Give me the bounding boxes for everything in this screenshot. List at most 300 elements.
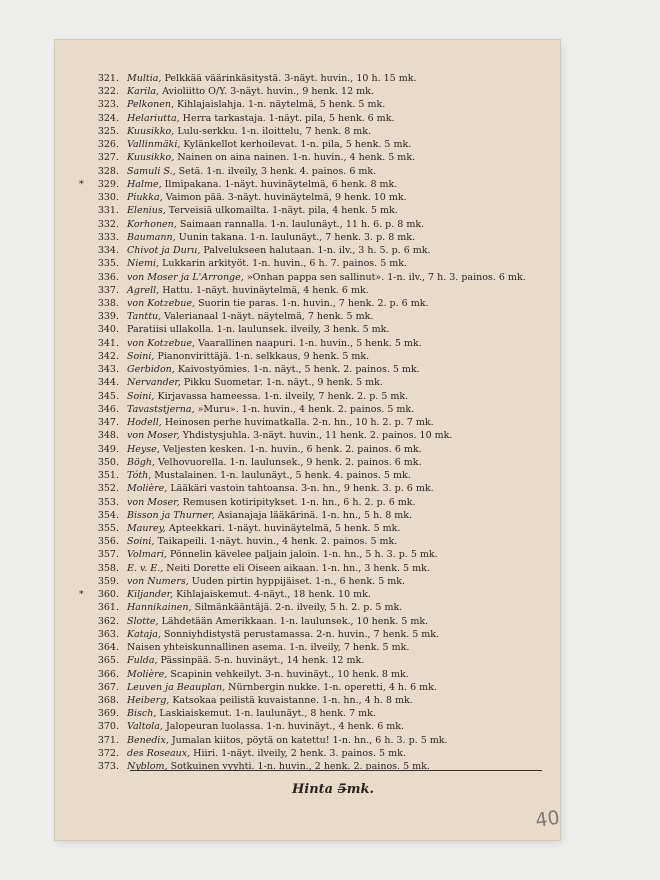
entry-author: Tóth, [127, 470, 152, 482]
entry-title-details: Laskiaiskemut. 1-n. laulunäyt., 8 henk. 7 mk. [156, 708, 376, 720]
entry-author: Agrell, [127, 284, 160, 296]
entry-title-details: Silmänkääntäjä. 2-n. ilveily, 5 h. 2. p. 5 mk. [191, 602, 403, 614]
entry-number [75, 98, 127, 111]
entry-author: von Moser, [127, 430, 180, 442]
catalog-entry [75, 681, 560, 694]
entry-body [127, 138, 560, 151]
entry-author: E. v. E., [127, 562, 164, 574]
entry-number-text: 364. [97, 642, 119, 654]
entry-author: Molière, [127, 668, 168, 680]
bottom-divider-rule [130, 770, 542, 771]
entry-number [75, 191, 127, 204]
entry-author: von Moser, [127, 496, 180, 508]
entry-number-text: 327. [97, 152, 119, 164]
entry-title-details: Mustalainen. 1-n. laulunäyt., 5 henk. 4. painos. 5 mk. [151, 470, 411, 482]
entry-number [75, 363, 127, 376]
entry-body [127, 509, 560, 522]
catalog-entry [75, 297, 560, 310]
catalog-entry [75, 615, 560, 628]
entry-body [127, 668, 560, 681]
catalog-entry [75, 284, 560, 297]
entry-body [127, 85, 560, 98]
entry-body [127, 654, 560, 667]
entry-title-details: Terveisiä ulkomailta. 1-näyt. pila, 4 henk. 5 mk. [165, 205, 398, 217]
entry-title-details: Velhovuorella. 1-n. laulunsek., 9 henk. 2. painos. 6 mk. [154, 456, 422, 468]
entry-body [127, 191, 560, 204]
entry-title-details: Kirjavassa hameessa. 1-n. ilveily, 7 henk. 2. p. 5 mk. [154, 390, 409, 402]
entry-title-details: Nainen on aina nainen. 1-n. huvin., 4 henk. 5 mk. [174, 152, 416, 164]
entry-number [75, 535, 127, 548]
entry-title-details: Uunin takana. 1-n. laulunäyt., 7 henk. 3. p. 8 mk. [175, 231, 416, 243]
catalog-entry [75, 747, 560, 760]
entry-number-text: 349. [97, 443, 119, 455]
entry-number-text: 336. [97, 271, 119, 283]
entry-number [75, 310, 127, 323]
entry-title-details: Asianajaja lääkärinä. 1-n. hn., 5 h. 8 mk. [214, 509, 413, 521]
entry-title-details: Lukkarin arkityöt. 1-n. huvin., 6 h. 7. painos. 5 mk. [159, 258, 408, 270]
entry-body [127, 297, 560, 310]
catalog-entry [75, 509, 560, 522]
entry-number [75, 522, 127, 535]
catalog-entry [75, 165, 560, 178]
entry-body [127, 694, 560, 707]
entry-number-text: 373. [97, 761, 119, 773]
entry-author: Valtola, [127, 721, 163, 733]
entry-body [127, 575, 560, 588]
entry-title-details: Katsokaa peilistä kuvaistanne. 1-n. hn., 4 h. 8 mk. [169, 695, 413, 707]
catalog-entry [75, 390, 560, 403]
entry-number-text: 344. [97, 377, 119, 389]
catalog-entry [75, 694, 560, 707]
entry-author: Kuusikko, [127, 125, 175, 137]
entry-number [75, 720, 127, 733]
entry-body [127, 562, 560, 575]
entry-title-details: Jalopeuran luolassa. 1-n. huvinäyt., 4 henk. 6 mk. [162, 721, 405, 733]
entry-number [75, 403, 127, 416]
entry-title-details: Nürnbergin nukke. 1-n. operetti, 4 h. 6 mk. [225, 681, 437, 693]
entry-number-text: 321. [97, 73, 119, 84]
entry-number [75, 469, 127, 482]
entry-number-text: 341. [97, 337, 119, 349]
entry-title-details: Kihlajaislahja. 1-n. näytelmä, 5 henk. 5 mk. [173, 99, 386, 111]
entry-body [127, 204, 560, 217]
entry-number [75, 218, 127, 231]
entry-title-details: Kaivostyömies. 1-n. näyt., 5 henk. 2. painos. 5 mk. [174, 364, 420, 376]
entry-number [75, 668, 127, 681]
entry-number-text: 355. [97, 522, 119, 534]
entry-title-details: »Muru». 1-n. huvin., 4 henk. 2. painos. 5 mk. [194, 403, 415, 415]
entry-number-text: 347. [97, 417, 119, 429]
entry-number-text: 345. [97, 390, 119, 402]
entry-author: Pelkonen, [127, 99, 174, 111]
entry-body [127, 747, 560, 760]
entry-body [127, 720, 560, 733]
entry-number-text: 352. [97, 483, 119, 495]
entry-body [127, 482, 560, 495]
entry-number [75, 681, 127, 694]
entry-author: Helariutta, [127, 112, 180, 124]
entry-body [127, 363, 560, 376]
entry-author: Fulda, [127, 655, 158, 667]
entry-number [75, 151, 127, 164]
entry-number-text: 330. [97, 192, 119, 204]
catalog-entry [75, 138, 560, 151]
catalog-entry [75, 350, 560, 363]
entry-number [75, 562, 127, 575]
entry-author: Multia, [127, 73, 162, 84]
catalog-entry [75, 403, 560, 416]
entry-title-details: Pikku Suometar. 1-n. näyt., 9 henk. 5 mk. [180, 377, 383, 389]
entry-title-details: Setä. 1-n. ilveily, 3 henk. 4. painos. 6 mk. [175, 165, 377, 177]
handwritten-price-note: 40 [534, 806, 562, 832]
entry-title-details: Jumalan kiitos, pöytä on katettu! 1-n. hn., 6 h. 3. p. 5 mk. [168, 734, 448, 746]
entry-number [75, 654, 127, 667]
entry-body [127, 707, 560, 720]
entry-author: Baumann, [127, 231, 176, 243]
entry-number [75, 509, 127, 522]
entry-number [75, 443, 127, 456]
entry-body [127, 588, 560, 601]
entry-author: Heyse, [127, 443, 160, 455]
catalog-entry [75, 310, 560, 323]
entry-body [127, 522, 560, 535]
entry-author: Heiberg, [127, 695, 170, 707]
entry-number-text: 334. [97, 245, 119, 257]
entry-title-details: Vaarallinen naapuri. 1-n. huvin., 5 henk. 5 mk. [195, 337, 422, 349]
entry-title-details: »Onhan pappa sen sallinut». 1-n. ilv., 7 h. 3. painos. 6 mk. [243, 271, 526, 283]
entry-body [127, 416, 560, 429]
entry-title-details: Avioliitto O/Y. 3-näyt. huvin., 9 henk. 12 mk. [159, 86, 374, 98]
entry-number [75, 257, 127, 270]
entry-number [75, 271, 127, 284]
entry-number-text: 338. [97, 297, 119, 309]
entry-body [127, 390, 560, 403]
entry-author: Slotte, [127, 615, 159, 627]
entry-number-text: 372. [97, 747, 119, 759]
entry-title-details: Hattu. 1-näyt. huvinäytelmä, 4 henk. 6 mk. [159, 284, 369, 296]
entry-body [127, 641, 560, 654]
catalog-entry [75, 363, 560, 376]
entry-author: des Roseaux, [127, 747, 191, 759]
entry-number [75, 284, 127, 297]
entry-number [75, 297, 127, 310]
catalog-entry [75, 151, 560, 164]
entry-number [75, 337, 127, 350]
entry-author: Maurey, [127, 522, 166, 534]
entry-title-details: Paratiisi ullakolla. 1-n. laulunsek. ilveily, 3 henk. 5 mk. [127, 324, 390, 336]
entry-number [75, 204, 127, 217]
entry-number-text: 351. [97, 470, 119, 482]
entry-title-details: Veljesten kesken. 1-n. huvin., 6 henk. 2. painos. 6 mk. [159, 443, 422, 455]
entry-author: Leuven ja Beauplan, [127, 681, 226, 693]
entry-number-text: 359. [97, 575, 119, 587]
catalog-entry [75, 85, 560, 98]
entry-title-details: Scapinin vehkeilyt. 3-n. huvinäyt., 10 henk. 8 mk. [167, 668, 409, 680]
catalog-entry [75, 760, 560, 773]
entry-number [75, 376, 127, 389]
catalog-entry [75, 654, 560, 667]
catalog-entry [75, 601, 560, 614]
entry-title-details: Ilmipakana. 1-näyt. huvinäytelmä, 6 henk. 8 mk. [161, 178, 398, 190]
entry-author: Hodell, [127, 417, 162, 429]
entry-number [75, 85, 127, 98]
entry-author: Vallinmäki, [127, 139, 181, 151]
entry-title-details: Lääkäri vastoin tahtoansa. 3-n. hn., 9 henk. 3. p. 6 mk. [167, 483, 434, 495]
entry-body [127, 310, 560, 323]
entry-number [75, 615, 127, 628]
entry-author: Elenius, [127, 205, 166, 217]
catalog-entry [75, 469, 560, 482]
entry-number-text: 337. [97, 284, 119, 296]
entry-number [75, 244, 127, 257]
entry-title-details: Yhdistysjuhla. 3-näyt. huvin., 11 henk. 2. painos. 10 mk. [179, 430, 453, 442]
entry-body [127, 628, 560, 641]
entry-number-text: 360. [97, 589, 119, 601]
entry-body [127, 218, 560, 231]
catalog-entry [75, 575, 560, 588]
entry-author: Soini, [127, 350, 155, 362]
entry-body [127, 496, 560, 509]
entry-title-details: Apteekkari. 1-näyt. huvinäytelmä, 5 henk. 5 mk. [165, 522, 401, 534]
entry-number [75, 323, 127, 336]
entry-number-text: 356. [97, 536, 119, 548]
entry-number-text: 369. [97, 708, 119, 720]
entry-title-details: Sotkuinen vyyhti. 1-n. huvin., 2 henk. 2. painos. 5 mk. [167, 761, 430, 773]
entry-title-details: Herra tarkastaja. 1-näyt. pila, 5 henk. 6 mk. [179, 112, 395, 124]
catalog-entry [75, 416, 560, 429]
entry-body [127, 615, 560, 628]
entry-title-details: Lulu-serkku. 1-n. iloittelu, 7 henk. 8 mk. [174, 125, 372, 137]
catalog-entry [75, 535, 560, 548]
price-line [292, 782, 374, 797]
catalog-entry [75, 112, 560, 125]
entry-number [75, 350, 127, 363]
entry-author: von Moser ja L'Arronge, [127, 271, 244, 283]
entry-title-details: Palvelukseen halutaan. 1-n. ilv., 3 h. 5. p. 6 mk. [200, 245, 431, 257]
entry-number [75, 112, 127, 125]
entry-author: von Kotzebue, [127, 297, 196, 309]
entry-author: Halme, [127, 178, 162, 190]
entry-body [127, 271, 560, 284]
entry-body [127, 112, 560, 125]
entry-number-text: 333. [97, 231, 119, 243]
entry-number-text: 354. [97, 509, 119, 521]
catalog-entry [75, 231, 560, 244]
entry-author: Piukka, [127, 192, 163, 204]
entry-body [127, 257, 560, 270]
catalog-entry [75, 548, 560, 561]
entry-number [75, 416, 127, 429]
entry-number [75, 429, 127, 442]
catalog-entry [75, 218, 560, 231]
entry-number [75, 641, 127, 654]
entry-number [75, 588, 127, 601]
entry-body [127, 429, 560, 442]
entry-author: Niemi, [127, 258, 160, 270]
entry-body [127, 284, 560, 297]
catalog-entry [75, 668, 560, 681]
catalog-entry [75, 191, 560, 204]
catalog-entry [75, 376, 560, 389]
entry-number [75, 72, 127, 85]
entry-number-text: 362. [97, 615, 119, 627]
entry-number-text: 342. [97, 350, 119, 362]
entry-number [75, 138, 127, 151]
price-label: Hinta [292, 782, 334, 797]
entry-number-text: 322. [97, 86, 119, 98]
entry-body [127, 681, 560, 694]
price-old-value: 5 [337, 782, 347, 797]
entry-number-text: 339. [97, 311, 119, 323]
entry-number [75, 231, 127, 244]
entry-body [127, 601, 560, 614]
entry-title-details: Taikapeili. 1-näyt. huvin., 4 henk. 2. painos. 5 mk. [154, 536, 398, 548]
entry-author: Karila, [127, 86, 160, 98]
entry-number-text: 371. [97, 734, 119, 746]
entry-body [127, 403, 560, 416]
entry-author: Kataja, [127, 628, 161, 640]
catalog-entry [75, 337, 560, 350]
entry-number [75, 747, 127, 760]
entry-body [127, 244, 560, 257]
entry-author: Molière, [127, 483, 168, 495]
entry-title-details: Valerianaal 1-näyt. näytelmä, 7 henk. 5 mk. [161, 311, 374, 323]
entry-body [127, 165, 560, 178]
entry-body [127, 734, 560, 747]
entry-title-details: Uuden pirtin hyppijäiset. 1-n., 6 henk. 5 mk. [188, 575, 406, 587]
entry-number-text: 325. [97, 125, 119, 137]
entry-number [75, 125, 127, 138]
entry-number-text: 335. [97, 258, 119, 270]
catalog-entry [75, 257, 560, 270]
entry-number-text: 361. [97, 602, 119, 614]
entry-author: Gerbidon, [127, 364, 175, 376]
entry-body [127, 337, 560, 350]
catalog-entry [75, 271, 560, 284]
price-unit: mk. [346, 782, 374, 797]
entry-author: Bisch, [127, 708, 157, 720]
entry-author: Bögh, [127, 456, 155, 468]
entry-body [127, 125, 560, 138]
entry-body [127, 469, 560, 482]
entry-title-details: Pianonvirittäjä. 1-n. selkkaus, 9 henk. 5 mk. [154, 350, 370, 362]
entry-number-text: 332. [97, 218, 119, 230]
entry-number-text: 353. [97, 496, 119, 508]
entry-title-details: Naisen yhteiskunnallinen asema. 1-n. ilveily, 7 henk. 5 mk. [127, 642, 410, 654]
entry-number-text: 331. [97, 205, 119, 217]
entry-title-details: Hiiri. 1-näyt. ilveily, 2 henk. 3. painos. 5 mk. [190, 747, 406, 759]
entry-number-text: 366. [97, 668, 119, 680]
entry-number [75, 575, 127, 588]
entry-author: Samuli S., [127, 165, 176, 177]
entry-number-text: 346. [97, 403, 119, 415]
entry-body [127, 231, 560, 244]
entry-number [75, 496, 127, 509]
entry-number [75, 390, 127, 403]
entry-number-text: 348. [97, 430, 119, 442]
entry-number [75, 628, 127, 641]
entry-number-text: 323. [97, 99, 119, 111]
catalog-entry [75, 125, 560, 138]
entry-number [75, 548, 127, 561]
entry-number-text: 326. [97, 139, 119, 151]
entry-number-text: 358. [97, 562, 119, 574]
entry-author: von Kotzebue, [127, 337, 196, 349]
entry-number-text: 340. [97, 324, 119, 336]
entry-number [75, 482, 127, 495]
entry-number-text: 329. [97, 178, 119, 190]
entry-number [75, 694, 127, 707]
entry-body [127, 376, 560, 389]
entry-body [127, 456, 560, 469]
entry-body [127, 98, 560, 111]
catalog-entry [75, 244, 560, 257]
entry-number [75, 734, 127, 747]
entry-title-details: Remusen kotiripitykset. 1-n. hn., 6 h. 2. p. 6 mk. [179, 496, 416, 508]
entry-author: Nyblom, [127, 761, 168, 773]
entry-title-details: Sonniyhdistystä perustamassa. 2-n. huvin., 7 henk. 5 mk. [160, 628, 440, 640]
entry-body [127, 323, 560, 336]
asterisk-mark: * [79, 589, 84, 601]
entry-number [75, 707, 127, 720]
entry-author: Nervander, [127, 377, 181, 389]
entry-title-details: Kihlajaiskemut. 4-näyt., 18 henk. 10 mk. [173, 589, 371, 601]
catalog-entry [75, 204, 560, 217]
entry-number-text: 324. [97, 112, 119, 124]
entry-title-details: Pönnelin kävelee paljain jaloin. 1-n. hn., 5 h. 3. p. 5 mk. [167, 549, 438, 561]
catalog-entry [75, 443, 560, 456]
entry-title-details: Saimaan rannalla. 1-n. laulunäyt., 11 h. 6. p. 8 mk. [176, 218, 425, 230]
entry-author: Korhonen, [127, 218, 177, 230]
entry-author: Kiljander, [127, 589, 174, 601]
entry-author: Benedix, [127, 734, 169, 746]
entry-number [75, 601, 127, 614]
asterisk-mark: * [79, 178, 84, 190]
catalog-entry [75, 482, 560, 495]
play-catalog-list [75, 72, 560, 773]
entry-author: Volmari, [127, 549, 168, 561]
entry-title-details: Pelkkää väärinkäsitystä. 3-näyt. huvin., 10 h. 15 mk. [161, 73, 417, 84]
entry-number-text: 368. [97, 695, 119, 707]
catalog-entry [75, 720, 560, 733]
entry-author: Chivot ja Duru, [127, 245, 201, 257]
catalog-entry [75, 588, 560, 601]
catalog-entry [75, 429, 560, 442]
entry-body [127, 443, 560, 456]
entry-number-text: 350. [97, 456, 119, 468]
entry-number-text: 367. [97, 681, 119, 693]
catalog-entry [75, 496, 560, 509]
entry-title-details: Suorin tie paras. 1-n. huvin., 7 henk. 2. p. 6 mk. [195, 297, 429, 309]
entry-title-details: Heinosen perhe huvimatkalla. 2-n. hn., 10 h. 2. p. 7 mk. [161, 417, 434, 429]
entry-body [127, 535, 560, 548]
entry-title-details: Neiti Dorette eli Oiseen aikaan. 1-n. hn., 3 henk. 5 mk. [163, 562, 430, 574]
entry-title-details: Vaimon pää. 3-näyt. huvinäytelmä, 9 henk. 10 mk. [162, 192, 407, 204]
catalog-entry [75, 734, 560, 747]
catalog-entry [75, 323, 560, 336]
entry-author: Soini, [127, 536, 155, 548]
entry-author: Tavaststjerna, [127, 403, 195, 415]
entry-number [75, 178, 127, 191]
catalog-entry [75, 456, 560, 469]
entry-author: von Numers, [127, 575, 189, 587]
catalog-entry [75, 178, 560, 191]
entry-author: Bisson ja Thurner, [127, 509, 215, 521]
catalog-entry [75, 72, 560, 85]
catalog-entry [75, 641, 560, 654]
catalog-entry [75, 628, 560, 641]
entry-number-text: 343. [97, 364, 119, 376]
